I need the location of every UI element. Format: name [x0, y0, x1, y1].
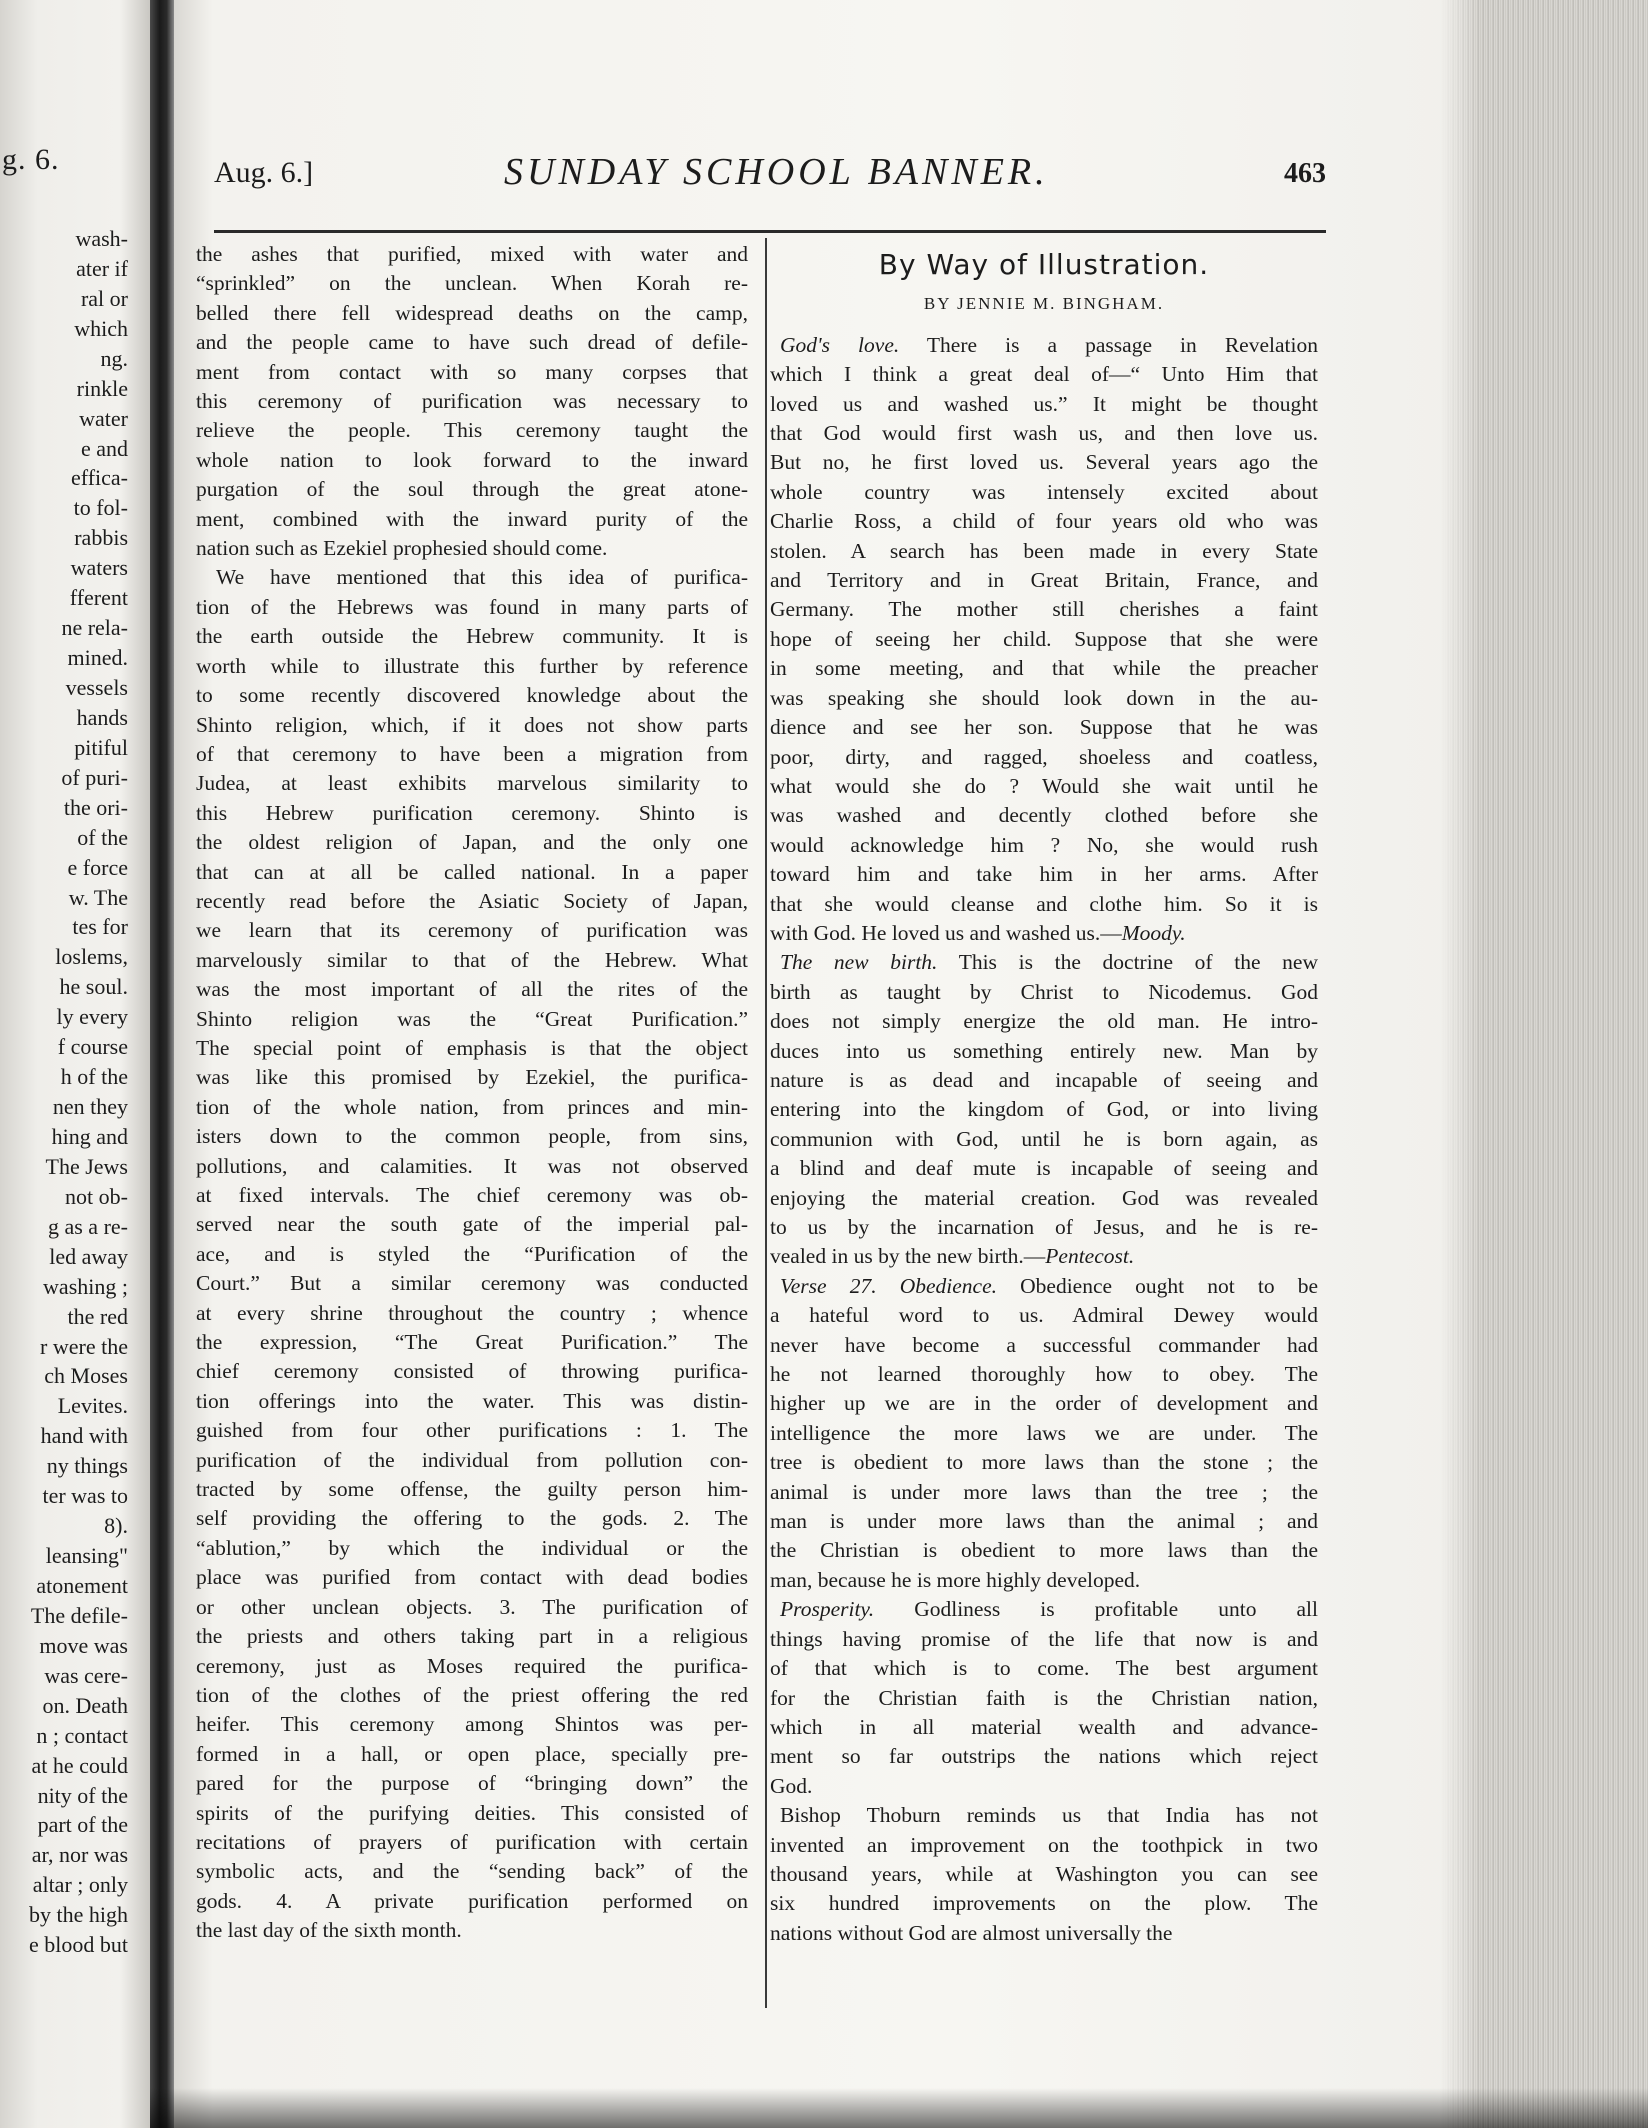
facing-page-line: tes for — [72, 914, 128, 940]
text-line: Shinto religion was the “Great Purification.” — [196, 1006, 748, 1031]
line-text: would acknowledge him ? No, she would rush — [770, 832, 1318, 857]
text-line: to some recently discovered knowledge about the — [196, 683, 748, 708]
line-text: a blind and deaf mute is incapable of seeing and — [770, 1156, 1318, 1181]
facing-page-line: loslems, — [55, 944, 128, 970]
text-line: ace, and is styled the “Purification of the — [196, 1241, 748, 1266]
text-line — [770, 1272, 1318, 1301]
text-line: symbolic acts, and the “sending back” of the — [196, 1859, 748, 1884]
facing-page-line: ter was to — [42, 1483, 128, 1509]
facing-page-line: not ob- — [65, 1183, 128, 1209]
line-text: God. — [770, 1773, 813, 1798]
text-line: the expression, “The Great Purification.” The — [196, 1330, 748, 1355]
paragraph — [770, 331, 1318, 949]
text-line — [770, 713, 1318, 742]
paragraph-lead: God's love. — [780, 332, 900, 357]
facing-page-line: ch Moses — [44, 1363, 128, 1389]
line-text: things having promise of the life that now is and — [770, 1626, 1318, 1651]
paragraph-lead: Verse 27. Obedience. — [780, 1273, 997, 1298]
text-line: at every shrine throughout the country ; whence — [196, 1300, 748, 1325]
text-line — [770, 419, 1318, 448]
text-line: purification of the individual from pollution con- — [196, 1447, 748, 1472]
text-line — [770, 654, 1318, 683]
text-line — [770, 1801, 1318, 1830]
line-text: entering into the kingdom of God, or into living — [770, 1097, 1318, 1122]
facing-page-line: water — [79, 405, 128, 431]
text-line — [770, 1184, 1318, 1213]
paragraph-lead: Prosperity. — [780, 1597, 875, 1622]
running-head — [214, 150, 1326, 200]
facing-page-line: which — [74, 315, 128, 341]
text-line — [770, 566, 1318, 595]
text-line: ceremony, just as Moses required the purifica- — [196, 1653, 748, 1678]
text-line: belled there fell widespread deaths on the camp, — [196, 300, 748, 325]
line-text: duces into us something entirely new. Man by — [770, 1038, 1318, 1063]
text-line: purgation of the soul through the great atone- — [196, 477, 748, 502]
facing-page-line: g as a re- — [47, 1213, 128, 1239]
text-line — [770, 1360, 1318, 1389]
text-line: recently read before the Asiatic Society of Japan, — [196, 888, 748, 913]
text-line: Shinto religion, which, if it does not show parts — [196, 712, 748, 737]
text-line — [770, 1242, 1318, 1271]
facing-page-line: the ori- — [63, 794, 128, 820]
text-line — [770, 1037, 1318, 1066]
line-text: does not simply energize the old man. He intro- — [770, 1009, 1318, 1034]
text-line: Court.” But a similar ceremony was conducted — [196, 1271, 748, 1296]
facing-page-line: waters — [70, 555, 128, 581]
bottom-shadow — [150, 2088, 1648, 2128]
text-line: tracted by some offense, the guilty person him- — [196, 1477, 748, 1502]
line-text: which I think a great deal of—“ Unto Him that — [770, 362, 1318, 387]
facing-page-line: h of the — [60, 1064, 128, 1090]
facing-page-line: ral or — [80, 285, 128, 311]
facing-page-line: hing and — [51, 1124, 128, 1149]
line-text: was washed and decently clothed before she — [770, 803, 1318, 828]
text-line — [770, 1595, 1318, 1624]
text-line: pared for the purpose of “bringing down” the — [196, 1771, 748, 1796]
facing-page-line: altar ; only — [32, 1872, 128, 1898]
paragraph — [770, 1272, 1318, 1595]
line-text: animal is under more laws than the tree ; the — [770, 1479, 1318, 1504]
column-rule — [765, 238, 767, 2008]
attribution: Moody. — [1121, 920, 1186, 945]
text-line: the ashes that purified, mixed with water and — [196, 242, 748, 266]
text-line — [770, 919, 1318, 948]
text-line — [770, 331, 1318, 360]
line-text: what would she do ? Would she wait until he — [770, 773, 1318, 798]
text-line: isters down to the common people, from sins, — [196, 1124, 748, 1149]
line-text: nations without God are almost universally the — [770, 1920, 1173, 1945]
text-line — [770, 1654, 1318, 1683]
facing-page-line: nity of the — [37, 1782, 128, 1808]
issue-date: Aug. 6.] — [214, 156, 314, 189]
text-line: marvelously similar to that of the Hebrew. What — [196, 947, 748, 972]
line-text: There is a passage in Revelation — [899, 332, 1318, 357]
line-text: loved us and washed us.” It might be thought — [770, 391, 1318, 416]
line-text: stolen. A search has been made in every State — [770, 538, 1318, 563]
line-text: of that which is to come. The best argument — [770, 1656, 1318, 1681]
text-line: formed in a hall, or open place, specially pre- — [196, 1741, 748, 1766]
text-line — [770, 1684, 1318, 1713]
facing-page-line: rinkle — [76, 375, 128, 401]
page-number: 463 — [1284, 158, 1326, 189]
facing-page-line: washing ; — [43, 1273, 128, 1299]
text-line — [770, 595, 1318, 624]
text-line — [770, 1625, 1318, 1654]
text-line — [770, 1507, 1318, 1536]
text-line — [770, 1566, 1318, 1595]
text-line: pollutions, and calamities. It was not observed — [196, 1153, 748, 1178]
facing-page-line: leansing" — [45, 1543, 128, 1569]
text-line: “ablution,” by which the individual or the — [196, 1535, 748, 1560]
line-text: tree is obedient to more laws than the stone ; the — [770, 1450, 1318, 1475]
text-line — [770, 1772, 1318, 1801]
text-line — [770, 860, 1318, 889]
facing-page-line: r were the — [40, 1333, 128, 1359]
line-text: birth as taught by Christ to Nicodemus. God — [770, 979, 1318, 1004]
paragraph — [196, 240, 748, 563]
facing-page-line: of the — [77, 824, 128, 850]
paragraph — [770, 1595, 1318, 1801]
text-line — [770, 1478, 1318, 1507]
text-line — [770, 684, 1318, 713]
text-line: was the most important of all the rites of the — [196, 977, 748, 1002]
facing-page-line: the red — [67, 1303, 128, 1329]
text-line — [770, 1831, 1318, 1860]
text-line — [770, 948, 1318, 977]
text-line: and the people came to have such dread of defile- — [196, 330, 748, 355]
line-text: This is the doctrine of the new — [937, 950, 1318, 975]
line-text: in some meeting, and that while the preacher — [770, 656, 1318, 681]
text-line — [770, 360, 1318, 389]
facing-page-line: effica- — [71, 465, 128, 491]
line-text: invented an improvement on the toothpick in two — [770, 1832, 1318, 1857]
facing-page-line: he soul. — [59, 974, 128, 1000]
text-line — [770, 1007, 1318, 1036]
line-text: Godliness is profitable unto all — [874, 1597, 1318, 1622]
facing-page-line: wash- — [75, 226, 128, 251]
line-text: nature is as dead and incapable of seeing and — [770, 1067, 1318, 1092]
section-title: By Way of Illustration. — [878, 248, 1210, 281]
facing-page-line: by the high — [29, 1902, 128, 1928]
facing-page-line: on. Death — [42, 1692, 128, 1718]
facing-page-line: 8). — [104, 1513, 128, 1539]
text-line: Judea, at least exhibits marvelous similarity to — [196, 771, 748, 796]
text-line — [770, 1301, 1318, 1330]
text-line: worth while to illustrate this further by reference — [196, 653, 748, 678]
left-column — [196, 240, 748, 1946]
facing-page-line: move was — [39, 1632, 128, 1658]
line-text: thousand years, while at Washington you can see — [770, 1861, 1318, 1886]
facing-page-line: fferent — [69, 585, 128, 611]
facing-page-line: hands — [76, 704, 128, 730]
line-text: hope of seeing her child. Suppose that she were — [770, 626, 1318, 651]
text-line — [770, 743, 1318, 772]
line-text: vealed in us by the new birth.— — [770, 1244, 1046, 1269]
masthead: SUNDAY SCHOOL BANNER. — [504, 151, 1049, 193]
text-line — [770, 801, 1318, 830]
facing-page-header: g. 6. — [2, 143, 60, 176]
text-line: ment from contact with so many corpses that — [196, 359, 748, 384]
text-line: nation such as Ezekiel prophesied should come. — [196, 536, 608, 561]
text-line — [770, 1419, 1318, 1448]
line-text: man, because he is more highly developed. — [770, 1567, 1141, 1592]
line-text: poor, dirty, and ragged, shoeless and coatless, — [770, 744, 1318, 769]
text-line: chief ceremony consisted of throwing purifica- — [196, 1359, 748, 1384]
text-line — [770, 1889, 1318, 1918]
paragraph — [770, 1801, 1318, 1948]
facing-page-line: ne rela- — [61, 615, 128, 641]
line-text: higher up we are in the order of development and — [770, 1391, 1318, 1416]
line-text: Charlie Ross, a child of four years old who was — [770, 509, 1318, 534]
line-text: communion with God, until he is born again, as — [770, 1126, 1318, 1151]
line-text: was speaking she should look down in the au- — [770, 685, 1318, 710]
text-line — [770, 390, 1318, 419]
line-text: whole country was intensely excited about — [770, 479, 1318, 504]
text-line: the oldest religion of Japan, and the only one — [196, 830, 748, 855]
text-line: the priests and others taking part in a religious — [196, 1624, 748, 1649]
line-text: toward him and take him in her arms. After — [770, 862, 1318, 887]
facing-page-line: of puri- — [61, 764, 128, 790]
facing-page-line: part of the — [37, 1812, 128, 1838]
text-line: this Hebrew purification ceremony. Shinto is — [196, 800, 748, 825]
text-line: heifer. This ceremony among Shintos was per- — [196, 1712, 748, 1737]
text-line: whole nation to look forward to the inward — [196, 447, 748, 472]
text-line: that can at all be called national. In a paper — [196, 859, 748, 884]
paragraph — [196, 563, 748, 1945]
facing-page-line: to fol- — [73, 495, 128, 521]
line-text: ment so far outstrips the nations which reject — [770, 1744, 1318, 1769]
text-line — [770, 625, 1318, 654]
facing-page-line: e force — [67, 854, 128, 880]
text-line: was like this promised by Ezekiel, the purifica- — [196, 1065, 748, 1090]
facing-page-line: atonement — [36, 1573, 128, 1598]
text-line — [770, 831, 1318, 860]
line-text: But no, he first loved us. Several years ago the — [770, 450, 1318, 475]
text-line: place was purified from contact with dead bodies — [196, 1565, 748, 1590]
line-text: and Territory and in Great Britain, France, and — [770, 568, 1318, 593]
line-text: never have become a successful commander had — [770, 1332, 1318, 1357]
facing-page-line: rabbis — [74, 525, 128, 551]
line-text: six hundred improvements on the plow. The — [770, 1891, 1318, 1916]
text-line — [770, 1066, 1318, 1095]
attribution: Pentecost. — [1045, 1244, 1135, 1269]
text-line — [770, 1331, 1318, 1360]
line-text: he not learned thoroughly how to obey. The — [770, 1362, 1318, 1387]
text-line: tion of the whole nation, from princes and min- — [196, 1094, 748, 1119]
text-line: recitations of prayers of purification with certain — [196, 1829, 748, 1854]
line-text: Bishop Thoburn reminds us that India has not — [780, 1803, 1318, 1828]
text-line — [770, 448, 1318, 477]
text-line: ment, combined with the inward purity of the — [196, 506, 748, 531]
text-line: this ceremony of purification was necessary to — [196, 389, 748, 414]
text-line: spirits of the purifying deities. This consisted of — [196, 1800, 748, 1825]
facing-page-line: f course — [57, 1034, 128, 1060]
text-line — [770, 507, 1318, 536]
text-line: or other unclean objects. 3. The purification of — [196, 1594, 748, 1619]
text-line: served near the south gate of the imperial pal- — [196, 1212, 748, 1237]
text-line — [770, 1713, 1318, 1742]
facing-page-line: ater if — [76, 255, 128, 281]
line-text: man is under more laws than the animal ; and — [770, 1509, 1318, 1534]
text-line — [770, 1919, 1318, 1948]
page-edges — [1440, 0, 1648, 2128]
line-text: Germany. The mother still cherishes a faint — [770, 597, 1318, 622]
header-rule — [214, 230, 1326, 233]
facing-page-line: ny things — [46, 1453, 128, 1479]
text-line — [770, 1536, 1318, 1565]
facing-page-line: was cere- — [44, 1662, 128, 1688]
paragraph — [770, 948, 1318, 1271]
text-line: the last day of the sixth month. — [196, 1918, 462, 1943]
line-text: enjoying the material creation. God was revealed — [770, 1185, 1318, 1210]
text-line: “sprinkled” on the unclean. When Korah re- — [196, 271, 748, 296]
line-text: with God. He loved us and washed us.— — [770, 920, 1122, 945]
text-line: guished from four other purifications : 1. The — [196, 1418, 748, 1443]
text-line: We have mentioned that this idea of purifica- — [216, 565, 748, 590]
facing-page-line: w. The — [68, 884, 128, 910]
text-line — [770, 1213, 1318, 1242]
text-line — [770, 1860, 1318, 1889]
text-line — [770, 1742, 1318, 1771]
line-text: that she would cleanse and clothe him. So it is — [770, 891, 1318, 916]
facing-page-line: e blood but — [29, 1932, 128, 1958]
text-line — [770, 1448, 1318, 1477]
text-line: we learn that its ceremony of purification was — [196, 918, 748, 943]
text-line: The special point of emphasis is that the object — [196, 1035, 748, 1060]
text-line: relieve the people. This ceremony taught the — [196, 418, 748, 443]
text-line — [770, 1095, 1318, 1124]
line-text: dience and see her son. Suppose that he was — [770, 715, 1318, 740]
line-text: intelligence the more laws we are under. The — [770, 1420, 1318, 1445]
facing-page-line: nen they — [52, 1094, 128, 1120]
facing-page-line: ng. — [100, 345, 128, 371]
facing-page-line: vessels — [65, 675, 128, 700]
text-line: gods. 4. A private purification performed on — [196, 1888, 748, 1913]
line-text: which in all material wealth and advance- — [770, 1714, 1318, 1739]
text-line — [770, 1154, 1318, 1183]
paragraph-lead: The new birth. — [780, 950, 938, 975]
text-line: the earth outside the Hebrew community. It is — [196, 624, 748, 649]
facing-page-line: at he could — [31, 1752, 128, 1778]
line-text: for the Christian faith is the Christian nation, — [770, 1685, 1318, 1710]
facing-page-line: hand with — [40, 1423, 128, 1449]
line-text: a hateful word to us. Admiral Dewey would — [770, 1303, 1318, 1328]
text-line — [770, 772, 1318, 801]
text-line: at fixed intervals. The chief ceremony was ob- — [196, 1183, 748, 1207]
text-line: self providing the offering to the gods. 2. The — [196, 1506, 748, 1531]
text-line: tion of the clothes of the priest offering the red — [196, 1682, 748, 1707]
line-text: that God would first wash us, and then love us. — [770, 421, 1318, 446]
text-line — [770, 1389, 1318, 1418]
facing-page-line: pitiful — [74, 734, 128, 760]
right-column — [770, 240, 1318, 1948]
facing-page-line: e and — [80, 435, 128, 461]
facing-page-line: Levites. — [57, 1393, 128, 1419]
facing-page-line: The Jews — [45, 1153, 128, 1179]
facing-page-fragment — [0, 0, 150, 2128]
text-line: tion offerings into the water. This was distin- — [196, 1388, 748, 1413]
line-text: the Christian is obedient to more laws than the — [770, 1538, 1318, 1563]
facing-page-line: n ; contact — [36, 1722, 128, 1748]
facing-page-line: ly every — [56, 1004, 128, 1030]
line-text: to us by the incarnation of Jesus, and he is re- — [770, 1215, 1318, 1239]
text-line — [770, 478, 1318, 507]
line-text: Obedience ought not to be — [997, 1273, 1318, 1298]
text-line — [770, 890, 1318, 919]
text-line: of that ceremony to have been a migration from — [196, 741, 748, 766]
facing-page-line: The defile- — [30, 1602, 128, 1628]
text-line — [770, 978, 1318, 1007]
text-line — [770, 1125, 1318, 1154]
book-gutter — [150, 0, 174, 2128]
text-line: tion of the Hebrews was found in many parts of — [196, 594, 748, 619]
text-line — [770, 537, 1318, 566]
facing-page-line: led away — [49, 1243, 128, 1269]
byline: BY JENNIE M. BINGHAM. — [923, 294, 1165, 314]
facing-page-line: mined. — [67, 645, 128, 671]
facing-page-line: ar, nor was — [31, 1842, 128, 1868]
